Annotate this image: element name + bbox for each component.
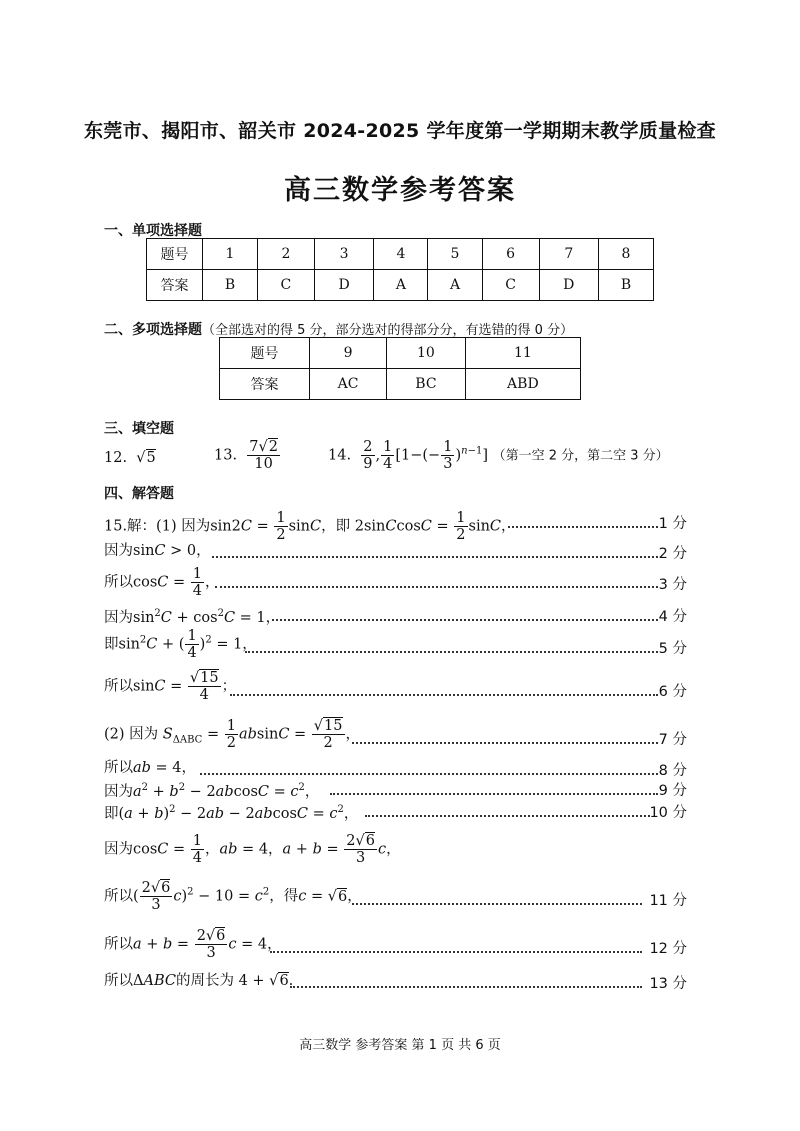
leader-dots	[230, 694, 658, 696]
q-cell: 7	[539, 239, 598, 270]
section2-title: 二、多项选择题	[104, 322, 202, 338]
a-cell: B	[599, 270, 654, 301]
leader-dots	[290, 986, 642, 988]
step-line: 所以a + b = $\frac{2√6}{3}$ c = 4，	[104, 928, 282, 961]
score-9: 9 分	[658, 783, 687, 799]
step-line: 所以sinC = $\frac{√15}{4}$ ；	[104, 670, 237, 703]
score-3: 3 分	[658, 577, 687, 593]
fill-blank-14: 14. $\frac{2}{9}$ , $\frac{1}{4}$ [1−(− $\frac{1}{3}$ )$^{n-1}$] （第一空 2 分，第二空 3 分）	[328, 439, 669, 472]
a-cell: B	[203, 270, 258, 301]
score-1: 1 分	[658, 516, 687, 532]
step-line: 所以cosC = $\frac{1}{4}$ ，	[104, 566, 220, 599]
a-label: 答案	[220, 369, 310, 400]
score-11: 11 分	[649, 893, 687, 909]
q-cell: 1	[203, 239, 258, 270]
score-4: 4 分	[658, 609, 687, 625]
q-cell: 2	[257, 239, 314, 270]
q-cell: 4	[374, 239, 428, 270]
score-6: 6 分	[658, 684, 687, 700]
a-cell: A	[374, 270, 428, 301]
leader-dots	[272, 619, 658, 621]
step-line: 所以ab = 4，	[104, 760, 197, 776]
leader-dots	[365, 815, 650, 817]
step-line: 即$\sin^2C$ + ( $\frac{1}{4}$ )$^2$ = 1，	[104, 628, 257, 661]
step-line: 因为$a^2 + b^2 - 2abcosC = c^2$，	[104, 782, 320, 800]
step-line: 所以ΔABC的周长为 4 + √6.	[104, 973, 294, 989]
a-cell: BC	[387, 369, 466, 400]
score-8: 8 分	[658, 763, 687, 779]
leader-dots	[245, 651, 658, 653]
q-cell: 3	[314, 239, 373, 270]
leader-dots	[330, 793, 658, 795]
a-cell: ABD	[465, 369, 580, 400]
document-title: 东莞市、揭阳市、韶关市 2024-2025 学年度第一学期期末教学质量检查	[84, 120, 716, 142]
score-13: 13 分	[649, 976, 687, 992]
a-cell: C	[482, 270, 539, 301]
score-12: 12 分	[649, 941, 687, 957]
fill-blank-12: 12. √5	[104, 450, 156, 466]
q-cell: 6	[482, 239, 539, 270]
step-line: 因为cosC = $\frac{1}{4}$ ，ab = 4，a + b = $\frac{2√6}{3}$ c，	[104, 833, 401, 866]
leader-dots	[352, 742, 658, 744]
q14-note: （第一空 2 分，第二空 3 分）	[492, 448, 669, 464]
single-choice-table	[146, 238, 654, 301]
a-cell: D	[314, 270, 373, 301]
a-label: 答案	[147, 270, 203, 301]
step-line: 即$(a + b)^2 - 2ab - 2abcosC = c^2$，	[104, 804, 359, 822]
page-footer: 高三数学 参考答案 第 1 页 共 6 页	[299, 1038, 501, 1053]
q-cell: 11	[465, 338, 580, 369]
fill-blank-13: 13. $\frac{7√2}{10}$	[214, 439, 278, 472]
multi-choice-table	[219, 337, 581, 400]
section2-heading	[104, 319, 573, 339]
score-5: 5 分	[658, 641, 687, 657]
q-cell: 8	[599, 239, 654, 270]
a-cell: C	[257, 270, 314, 301]
score-2: 2 分	[658, 546, 687, 562]
q-cell: 5	[428, 239, 482, 270]
leader-dots	[212, 556, 658, 558]
step-line: 15.解：(1) 因为sin2C = $\frac{1}{2}$ sinC，即 2sinCcosC = $\frac{1}{2}$ sinC，	[104, 510, 516, 543]
section1-heading: 一、单项选择题	[104, 223, 202, 239]
q-label: 题号	[147, 239, 203, 270]
step-line: 所以( $\frac{2√6}{3}$ $c)^2 - 10 = c^2$，得c = √6，	[104, 880, 362, 913]
step-line: 因为$\sin^2C + \cos^2C = 1$，	[104, 608, 281, 626]
leader-dots	[200, 773, 658, 775]
q-label: 题号	[220, 338, 310, 369]
section3-heading: 三、填空题	[104, 421, 174, 437]
document-subtitle: 高三数学参考答案	[284, 175, 516, 206]
step-line: 因为sinC > 0，	[104, 543, 211, 559]
section2-note: （全部选对的得 5 分，部分选对的得部分分，有选错的得 0 分）	[202, 323, 574, 338]
step-line: (2) 因为 $S_{\Delta ABC}$ = $\frac{1}{2}$ absinC = $\frac{√15}{2}$ ，	[104, 718, 360, 751]
score-10: 10 分	[649, 805, 687, 821]
leader-dots	[508, 526, 658, 528]
leader-dots	[215, 586, 658, 588]
q-cell: 10	[387, 338, 466, 369]
a-cell: AC	[310, 369, 387, 400]
a-cell: A	[428, 270, 482, 301]
a-cell: D	[539, 270, 598, 301]
leader-dots	[270, 951, 642, 953]
q-cell: 9	[310, 338, 387, 369]
section4-heading: 四、解答题	[104, 486, 174, 502]
leader-dots	[352, 903, 642, 905]
score-7: 7 分	[658, 732, 687, 748]
